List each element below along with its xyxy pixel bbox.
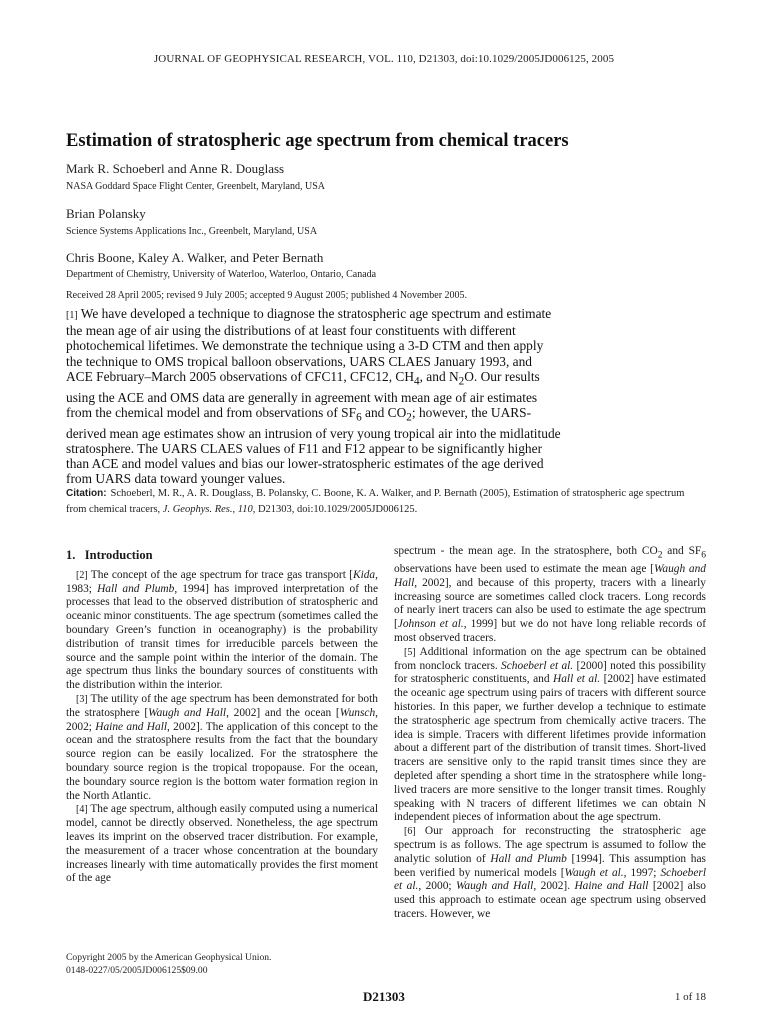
paragraph-number: [1] xyxy=(66,310,78,321)
copyright-notice: Copyright 2005 by the American Geophysical Union. 0148-0227/05/2005JD006125$09.00 xyxy=(66,952,272,976)
paragraph-5: [5] Additional information on the age spectrum can be obtained from nonclock tracers. Schoeberl et al. [2000] noted this possibility for stratospheric constituents, and Hall et al. [2002] have estimated the oceanic age spectrum using pairs of tracers with different source histories. In this paper, we further develop a technique to estimate the stratospheric age spectrum from chemically active tracers. The idea is simple. Tracers with different lifetimes provide information about a different part of the distribution of transit times. Short-lived tracers are sensitive only to the rapid transit times since they are depleted after spending a short time in the stratosphere while long-lived tracers are more sensitive to the longer transit times. Roughly speaking with N tracers of different lifetimes we can obtain N independent pieces of information about the age spectrum. xyxy=(394,645,707,824)
section-heading: 1. Introduction xyxy=(66,548,153,562)
page-number: 1 of 18 xyxy=(674,991,706,1003)
left-column xyxy=(66,545,378,886)
paragraph-6: [6] Our approach for reconstructing the stratospheric age spectrum is as follows. The age spectrum is assumed to follow the analytic solution of Hall and Plumb [1994]. This assumption has been verified by numerical models [Waugh et al., 1997; Schoeberl et al., 2000; Waugh and Hall, 2002]. Haine and Hall [2002] also used this approach to estimate ocean age spectrum using observed tracers. However, we xyxy=(394,825,706,920)
journal-header: JOURNAL OF GEOPHYSICAL RESEARCH, VOL. 110, D21303, doi:10.1029/2005JD006125, 2005 xyxy=(153,53,615,65)
paragraph-2: [2] The concept of the age spectrum for trace gas transport [Kida, 1983; Hall and Plumb, 1994] has improved interpretation of the processes that lead to the observed distribution of stratospheric and oceanic minor constituents. The age spectrum (sometimes called the boundary Green’s function in oceanography) is the probability distribution of transit times for irreducible parcels between the source and the sample point within the interior of the domain. The age spectrum thus links the boundary sources of constituents with the distribution within the interior. xyxy=(66,568,379,692)
right-column xyxy=(394,545,706,922)
document-id: D21303 xyxy=(363,989,405,1004)
citation: Citation: Schoeberl, M. R., A. R. Douglass, B. Polansky, C. Boone, K. A. Walker, and P. Bernath (2005), Estimation of stratospheric age spectrum from chemical tracers, J. Geophys. Res., 110, D21303, doi:10.1029/2005JD006125. xyxy=(66,488,685,515)
paragraph-continued: spectrum - the mean age. In the stratosphere, both $CO_2$ and $SF_6$ observations have been used to estimate the mean age [Waugh and Hall, 2002], and because of this property, tracers with a linearly increasing source are sometimes called clock tracers. Long records of nearly inert tracers can also be used to estimate the age spectrum [Johnson et al., 1999] but we do not have long reliable records of most observed tracers. xyxy=(394,545,707,645)
received-dates: Received 28 April 2005; revised 9 July 2005; accepted 9 August 2005; published 4 November 2005. xyxy=(66,290,468,301)
paragraph-4: [4] The age spectrum, although easily computed using a numerical model, cannot be directly observed. Nonetheless, the age spectrum leaves its imprint on the observed tracer distribution. For example, the measurement of a tracer whose concentration at the boundary increases linearly with time automatically provides the first moment of the age xyxy=(66,803,378,885)
author-group-1: Mark R. Schoeberl and Anne R. Douglass xyxy=(66,161,285,176)
author-group-2: Brian Polansky xyxy=(66,206,146,221)
author-group-3: Chris Boone, Kaley A. Walker, and Peter Bernath xyxy=(66,250,324,265)
affiliation-1: NASA Goddard Space Flight Center, Greenbelt, Maryland, USA xyxy=(66,181,325,192)
abstract: [1] We have developed a technique to diagnose the stratospheric age spectrum and estimate the mean age of air using the distributions of at least four constituents with different photochemical lifetimes. We demonstrate the technique using a 3-D CTM and then apply the technique to OMS tropical balloon observations, UARS CLAES January 1993, and ACE February–March 2005 observations of CFC11, CFC12, $CH_4$, and $N_2O$. Our results using the ACE and OMS data are generally in agreement with mean age of air estimates from the chemical model and from observations of $SF_6$ and $CO_2$; however, the UARS-derived mean age estimates show an intrusion of very young tropical air into the midlatitude stratosphere. The UARS CLAES values of F11 and F12 appear to be significantly higher than ACE and model values and bias our lower-stratospheric estimates of the age derived from UARS data toward younger values. xyxy=(66,306,561,487)
paragraph-3: [3] The utility of the age spectrum has been demonstrated for both the stratosphere [Waugh and Hall, 2002] and the ocean [Wunsch, 2002; Haine and Hall, 2002]. The application of this concept to the ocean and the stratosphere results from the fact that the boundary source region can be easily localized. For the stratosphere the boundary source region is the tropical tropopause. For the ocean, the boundary source region is the bottom water formation region in the North Atlantic. xyxy=(66,692,378,802)
affiliation-3: Department of Chemistry, University of Waterloo, Waterloo, Ontario, Canada xyxy=(66,269,377,280)
citation-label: Citation: xyxy=(66,488,107,499)
paper-title: Estimation of stratospheric age spectrum from chemical tracers xyxy=(66,131,569,151)
affiliation-2: Science Systems Applications Inc., Greenbelt, Maryland, USA xyxy=(66,226,318,237)
